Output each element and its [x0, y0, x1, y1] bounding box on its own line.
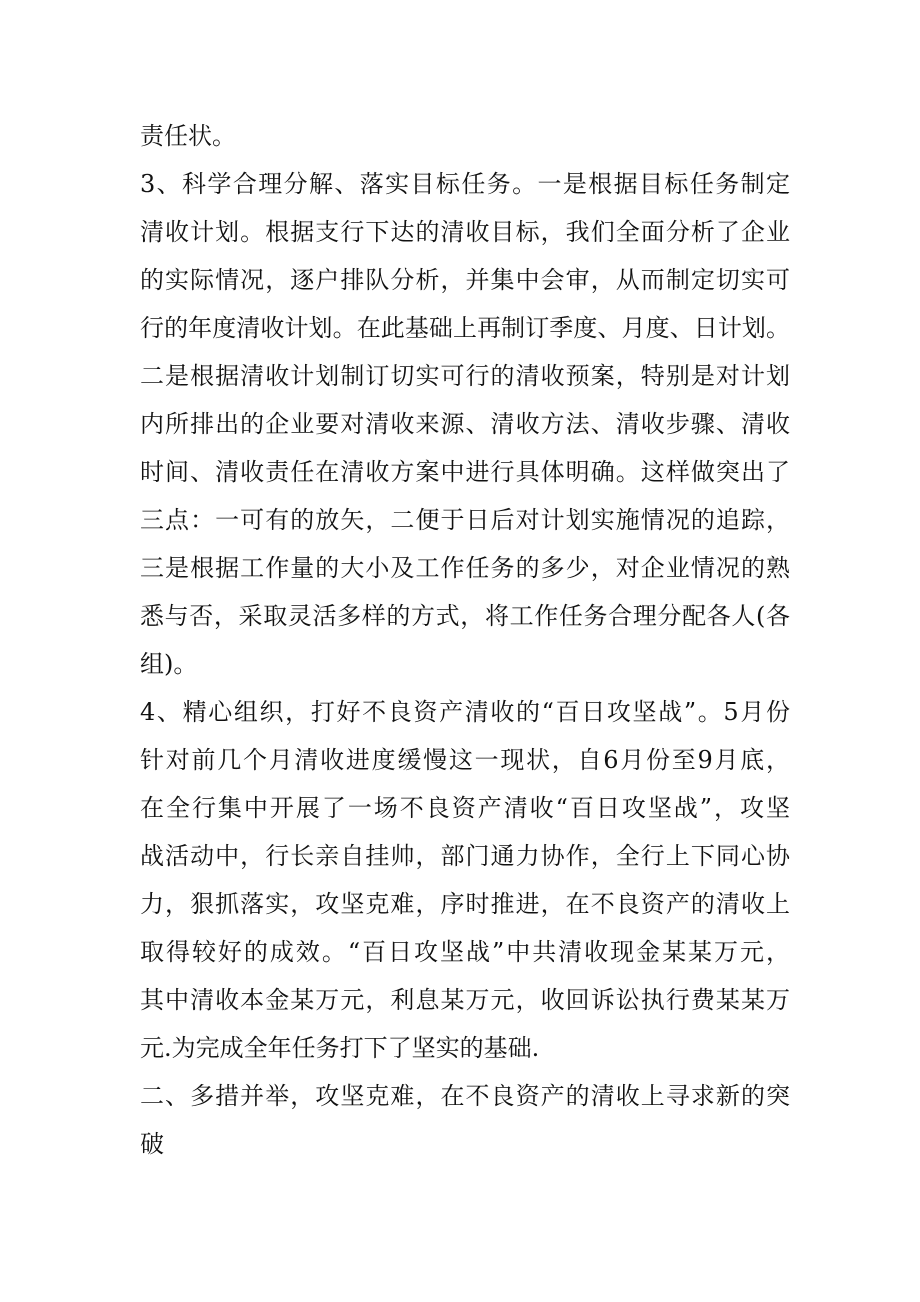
body-text [140, 112, 790, 1168]
text-line: 在全行集中开展了一场不良资产清收“百日攻坚战”，攻坚 [140, 794, 790, 822]
text-line: 其中清收本金某万元，利息某万元，收回诉讼执行费某某万 [140, 986, 790, 1014]
text-line: 二是根据清收计划制订切实可行的清收预案，特别是对计划 [140, 362, 790, 390]
text-line: 组)。 [140, 650, 198, 678]
text-line: 破 [140, 1130, 164, 1158]
text-line: 4、精心组织，打好不良资产清收的“百日攻坚战”。5月份 [140, 698, 790, 726]
text-line: 3、科学合理分解、落实目标任务。一是根据目标任务制定 [140, 170, 790, 198]
text-line: 针对前几个月清收进度缓慢这一现状，自6月份至9月底， [140, 746, 790, 774]
text-line: 清收计划。根据支行下达的清收目标，我们全面分析了企业 [140, 218, 790, 246]
text-line: 力，狠抓落实，攻坚克难，序时推进，在不良资产的清收上 [140, 890, 790, 918]
text-line: 二、多措并举，攻坚克难，在不良资产的清收上寻求新的突 [140, 1082, 790, 1110]
text-line: 取得较好的成效。“百日攻坚战”中共清收现金某某万元， [140, 938, 790, 966]
text-line: 悉与否，采取灵活多样的方式，将工作任务合理分配各人(各 [140, 602, 790, 630]
text-line: 责任状。 [140, 122, 236, 150]
text-line: 行的年度清收计划。在此基础上再制订季度、月度、日计划。 [140, 314, 790, 342]
text-line: 元.为完成全年任务打下了坚实的基础. [140, 1034, 540, 1062]
text-line: 时间、清收责任在清收方案中进行具体明确。这样做突出了 [140, 458, 790, 486]
text-line: 的实际情况，逐户排队分析，并集中会审，从而制定切实可 [140, 266, 790, 294]
text-line: 战活动中，行长亲自挂帅，部门通力协作，全行上下同心协 [140, 842, 790, 870]
text-line: 三是根据工作量的大小及工作任务的多少，对企业情况的熟 [140, 554, 790, 582]
text-line: 三点：一可有的放矢，二便于日后对计划实施情况的追踪， [140, 506, 790, 534]
text-line: 内所排出的企业要对清收来源、清收方法、清收步骤、清收 [140, 410, 790, 438]
